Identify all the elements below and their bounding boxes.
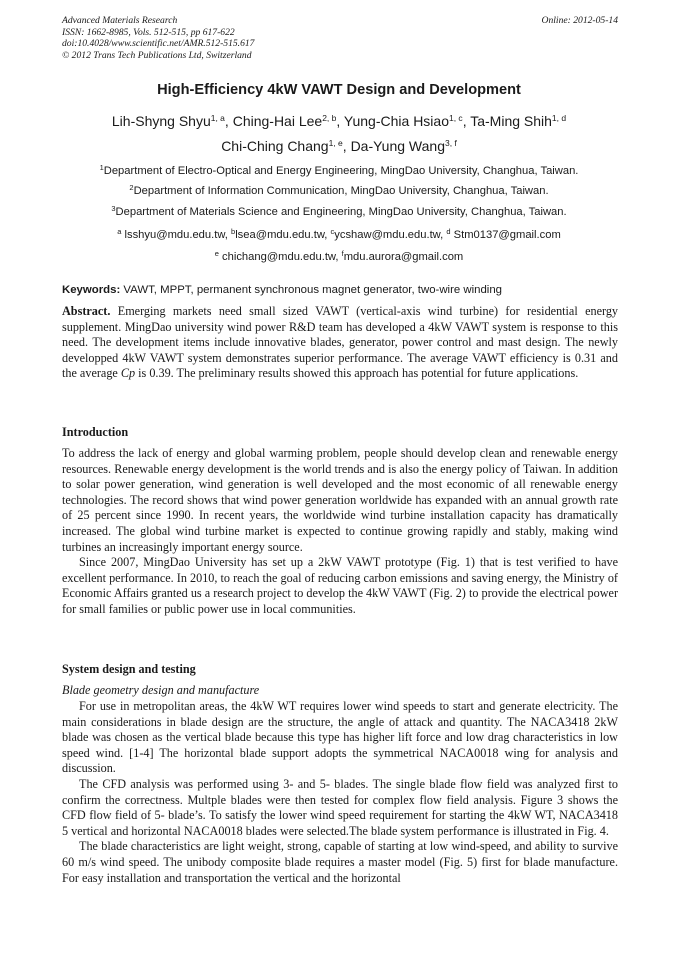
author-name: Ta-Ming Shih xyxy=(470,113,552,129)
email-sup: f xyxy=(341,249,344,258)
abstract-text-1: Emerging markets need small sized VAWT (vertical-axis wind turbine) for residential energy supplement. MingDao university wind power R&D team has developed a 4kW VAWT system is response to this need. The development items include innovative blades, generator, power control and mast design. The newly developped 4kW VAWT system demonstrates superior performance. The average VAWT efficiency is 0.31 and the average xyxy=(62,304,619,381)
author-name: Lih-Shyng Shyu xyxy=(111,113,211,129)
email-sup: d xyxy=(446,227,451,236)
affiliation-1 xyxy=(0,165,678,177)
journal-name: Advanced Materials Research xyxy=(62,15,178,26)
email-sup: a xyxy=(117,227,122,236)
keywords xyxy=(62,284,618,296)
affiliation-sup: 2 xyxy=(129,183,134,192)
issn-line: ISSN: 1662-8985, Vols. 512-515, pp 617-622 xyxy=(62,26,235,38)
affiliation-3 xyxy=(0,206,678,218)
author-name: Da-Yung Wang xyxy=(350,138,445,154)
copyright-line: © 2012 Trans Tech Publications Ltd, Switzerland xyxy=(62,49,252,61)
author-name: Yung-Chia Hsiao xyxy=(343,113,449,129)
email: mdu.aurora@gmail.com xyxy=(343,251,464,263)
paper-title: High-Efficiency 4kW VAWT Design and Development xyxy=(157,82,521,98)
email: ycshaw@mdu.edu.tw xyxy=(334,229,441,241)
keywords-text: VAWT, MPPT, permanent synchronous magnet generator, two-wire winding xyxy=(123,284,502,296)
abstract-cp: Cp xyxy=(120,366,136,381)
email: lsshyu@mdu.edu.tw xyxy=(124,229,225,241)
online-date: Online: 2012-05-14 xyxy=(541,15,618,26)
affiliation-text: Department of Materials Science and Engineering, MingDao University, Changhua, Taiwan. xyxy=(115,206,567,218)
section-heading-introduction: Introduction xyxy=(62,425,129,439)
abstract xyxy=(62,304,618,382)
author-sup: 3, f xyxy=(445,138,457,148)
abstract-text-2: is 0.39. The preliminary results showed this approach has potential for future applications. xyxy=(138,366,579,381)
doi-line: doi:10.4028/www.scientific.net/AMR.512-515.617 xyxy=(62,38,255,50)
paragraph: The CFD analysis was performed using 3- and 5- blades. The single blade flow field was analyzed first to confirm the correctness. Multple blades were then tested for complex flow field analysis. Figure 3 shows the CFD flow field of 5- blade’s. To satisfy the lower wind speed requirement for starting the 4kW WT, NACA3418 5 vertical and horizontal NACA0018 blades were selected.The blade system performance is illustrated in Fig. 4. xyxy=(62,776,618,838)
journal-header xyxy=(62,15,618,61)
subsection-heading-blade: Blade geometry design and manufacture xyxy=(62,683,260,697)
author-sup: 1, a xyxy=(210,113,225,123)
paragraph: To address the lack of energy and global warming problem, people should develop clean and renewable energy resources. Renewable energy development is the world trends and is also the energy policy of Taiwan. In addition to solar power generation, wind generation is well developed and the most economic of all renewable energy technologies. The record shows that wind power generation worldwide has expanded with an annual growth rate of 25 percent since 1990. In recent years, the worldwide wind turbine installation capacity has dramatically increased. The global wind turbine market is expected to continue growing rapidly and stably, making wind turbines an increasingly important energy source. xyxy=(62,446,618,554)
email-sup: e xyxy=(214,249,219,258)
affiliation-text: Department of Electro-Optical and Energy Engineering, MingDao University, Changhua, Taiwan. xyxy=(103,165,579,177)
email-line-1: $^a$ lsshyu@mdu.edu.tw, $^b$lsea@mdu.edu.tw, $^c$ycshaw@mdu.edu.tw, $^d$ Stm0137@gmail.com xyxy=(117,227,561,241)
affiliation-sup: 1 xyxy=(99,163,104,172)
author-name: Ching-Hai Lee xyxy=(232,113,323,129)
email-line-2: $^e$ chichang@mdu.edu.tw, $^f$mdu.aurora@gmail.com xyxy=(214,249,464,263)
paragraph: For use in metropolitan areas, the 4kW WT requires lower wind speeds to start and generate electricity. The main considerations in blade design are the structure, the angle of attack and quantity. The NACA3418 2kW blade was chosen as the vertical blade because this type has higher lift force and low drag characteristics in low speed wind. [1-4] The horizontal blade support adopts the symmetrical NACA0018 wing for analysis and discussion. xyxy=(62,699,618,776)
author-sup: 1, d xyxy=(551,113,567,123)
author-sup: 2, b xyxy=(322,113,337,123)
system-body xyxy=(62,699,618,886)
section-heading-system: System design and testing xyxy=(62,662,196,676)
author-line-1: Lih-Shyng Shyu$^{1, a}$, Ching-Hai Lee$^{2, b}$, Yung-Chia Hsiao$^{1, c}$, Ta-Ming Shih$^{1, d}$ xyxy=(111,113,567,129)
affiliation-sup: 3 xyxy=(111,204,116,213)
email: Stm0137@gmail.com xyxy=(453,229,561,241)
author-name: Chi-Ching Chang xyxy=(221,138,329,154)
author-line-2: Chi-Ching Chang$^{1, e}$, Da-Yung Wang$^{3, f}$ xyxy=(221,138,457,154)
keywords-label: Keywords: xyxy=(62,284,121,296)
affiliation-2 xyxy=(0,185,678,197)
paragraph: The blade characteristics are light weight, strong, capable of starting at low wind-speed, and ability to survive 60 m/s wind speed. The unibody composite blade requires a master model (Fig. 5) first for blade manufacture. For easy installation and transportation the vertical and the horizontal xyxy=(62,839,618,885)
email: chichang@mdu.edu.tw xyxy=(222,251,336,263)
email: lsea@mdu.edu.tw xyxy=(235,229,325,241)
email-sup: b xyxy=(231,227,236,236)
paragraph: Since 2007, MingDao University has set up a 2kW VAWT prototype (Fig. 1) that is test verified to have excellent performance. In 2010, to reach the goal of reducing carbon emissions and saving energy, the Ministry of Economic Affairs granted us a research project to develop the 4kW VAWT (Fig. 2) to provide the electrical power for small families or public power use in local communities. xyxy=(62,555,618,616)
affiliation-text: Department of Information Communication, MingDao University, Changhua, Taiwan. xyxy=(133,185,549,197)
author-sup: 1, c xyxy=(448,113,463,123)
introduction-body xyxy=(62,446,618,618)
email-sup: c xyxy=(330,227,335,236)
author-sup: 1, e xyxy=(328,138,343,148)
abstract-label: Abstract. xyxy=(62,304,111,318)
